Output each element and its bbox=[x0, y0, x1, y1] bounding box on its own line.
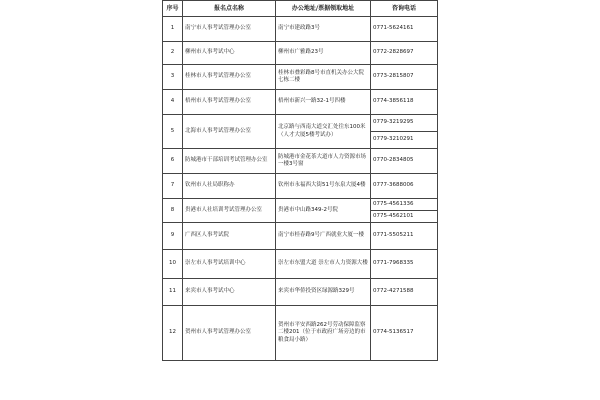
row-phone: 0770-2834805 bbox=[371, 149, 438, 174]
row-address: 南宁市建政路3号 bbox=[276, 17, 371, 42]
row-name: 钦州市人社局职称办 bbox=[183, 174, 276, 199]
row-address: 钦州市永福西大街51号东泉大厦4楼 bbox=[276, 174, 371, 199]
header-office-address: 办公地址/票据领取地址 bbox=[276, 1, 371, 17]
row-phone: 0771-7968335 bbox=[371, 250, 438, 279]
header-phone: 咨询电话 bbox=[371, 1, 438, 17]
row-phone: 0771-5505211 bbox=[371, 223, 438, 250]
row-address: 柳州市广雅路23号 bbox=[276, 42, 371, 65]
row-phone: 0779-3219295 bbox=[371, 115, 438, 132]
row-number: 1 bbox=[163, 17, 183, 42]
table-row bbox=[163, 90, 438, 115]
row-number: 11 bbox=[163, 279, 183, 306]
header-registration-point-name: 报名点名称 bbox=[183, 1, 276, 17]
row-number: 10 bbox=[163, 250, 183, 279]
row-number: 2 bbox=[163, 42, 183, 65]
row-name: 贺州市人事考试管理办公室 bbox=[183, 306, 276, 361]
row-address: 桂林市叠彩路8号市直机关办公大院七栋二楼 bbox=[276, 65, 371, 90]
row-name: 南宁市人事考试管理办公室 bbox=[183, 17, 276, 42]
row-number: 8 bbox=[163, 199, 183, 223]
table-row bbox=[163, 306, 438, 361]
row-phone: 0774-3856118 bbox=[371, 90, 438, 115]
row-phone: 0772-2828697 bbox=[371, 42, 438, 65]
row-name: 桂林市人事考试管理办公室 bbox=[183, 65, 276, 90]
row-address: 防城港市金花茶大道市人力资源市场一楼3号窗 bbox=[276, 149, 371, 174]
row-number: 7 bbox=[163, 174, 183, 199]
table-row bbox=[163, 223, 438, 250]
row-number: 5 bbox=[163, 115, 183, 149]
row-name: 贵港市人社培训考试管理办公室 bbox=[183, 199, 276, 223]
registration-points-table bbox=[162, 0, 438, 361]
row-name: 崇左市人事考试培训中心 bbox=[183, 250, 276, 279]
row-address: 贵港市中山路349-2号院 bbox=[276, 199, 371, 223]
row-phone: 0771-5624161 bbox=[371, 17, 438, 42]
exam-registration-table-sheet bbox=[162, 0, 437, 361]
row-phone: 0777-3688006 bbox=[371, 174, 438, 199]
table-row bbox=[163, 279, 438, 306]
row-name: 防城港市干部培训考试管理办公室 bbox=[183, 149, 276, 174]
row-address: 崇左市东盟大道 崇左市人力资源大楼 bbox=[276, 250, 371, 279]
table-row bbox=[163, 174, 438, 199]
row-phone: 0773-2815807 bbox=[371, 65, 438, 90]
row-phone: 0774-5136517 bbox=[371, 306, 438, 361]
table-row bbox=[163, 250, 438, 279]
row-number: 4 bbox=[163, 90, 183, 115]
row-address: 梧州市新兴一路32-1号四楼 bbox=[276, 90, 371, 115]
row-address: 北京路与西南大道交汇处往东100米（人才大厦5楼考试办） bbox=[276, 115, 371, 149]
row-name: 北海市人事考试管理办公室 bbox=[183, 115, 276, 149]
table-row bbox=[163, 65, 438, 90]
row-number: 3 bbox=[163, 65, 183, 90]
row-number: 12 bbox=[163, 306, 183, 361]
row-address: 贺州市平安西路262号劳动保障监察二楼201（位于市政府广场旁边的市粮食局小路） bbox=[276, 306, 371, 361]
row-number: 6 bbox=[163, 149, 183, 174]
row-phone-secondary: 0775-4562101 bbox=[371, 211, 438, 223]
table-header-row bbox=[163, 1, 438, 17]
table-row bbox=[163, 115, 438, 132]
row-phone: 0775-4561336 bbox=[371, 199, 438, 211]
table-row bbox=[163, 149, 438, 174]
table-row bbox=[163, 199, 438, 211]
table-row bbox=[163, 17, 438, 42]
table-row bbox=[163, 42, 438, 65]
row-name: 来宾市人事考试中心 bbox=[183, 279, 276, 306]
row-number: 9 bbox=[163, 223, 183, 250]
row-name: 柳州市人事考试中心 bbox=[183, 42, 276, 65]
row-address: 来宾市华侨投资区绿源路329号 bbox=[276, 279, 371, 306]
row-name: 广西区人事考试院 bbox=[183, 223, 276, 250]
row-phone-secondary: 0779-3210291 bbox=[371, 132, 438, 149]
row-phone: 0772-4271588 bbox=[371, 279, 438, 306]
header-serial-number: 序号 bbox=[163, 1, 183, 17]
row-address: 南宁市桂春路9号广西就业大厦一楼 bbox=[276, 223, 371, 250]
row-name: 梧州市人事考试管理办公室 bbox=[183, 90, 276, 115]
